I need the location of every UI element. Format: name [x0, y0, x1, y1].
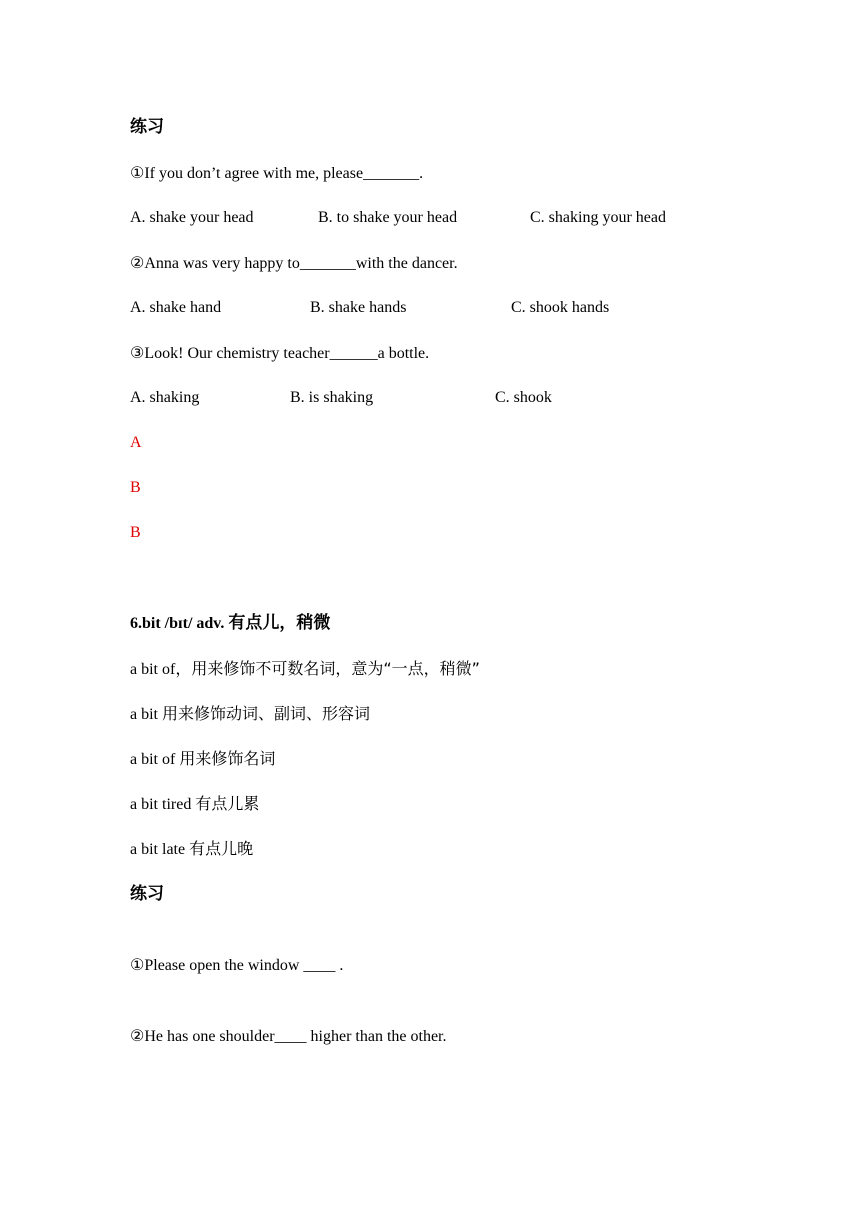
question-2-option-b: B. shake hands	[310, 299, 407, 316]
vocab-note-3	[130, 749, 275, 770]
vocab-title-cn: 有点儿，稍微	[228, 613, 331, 633]
section-heading-practice-2: 练习	[130, 884, 164, 904]
question-1-text: ①If you don’t agree with me, please_______.	[130, 165, 424, 182]
practice-2-question-1: ①Please open the window ____ .	[130, 957, 344, 974]
vocab-note-2	[130, 704, 370, 725]
section-heading-practice-1: 练习	[130, 117, 164, 137]
vocab-note-1-cn: 用来修饰不可数名词，意为“一点，稍微”	[191, 659, 480, 678]
answer-2: B	[130, 479, 141, 496]
question-2-text: ②Anna was very happy to_______with the dancer.	[130, 255, 458, 272]
vocab-note-4	[130, 794, 259, 815]
answer-1: A	[130, 434, 142, 451]
question-3-option-b: B. is shaking	[290, 389, 374, 406]
question-3-option-a: A. shaking	[130, 389, 200, 406]
vocab-note-1-en: a bit of，	[130, 661, 192, 678]
question-1-option-b: B. to shake your head	[318, 209, 458, 226]
vocab-title	[130, 613, 330, 634]
vocab-note-2-en: a bit	[130, 706, 162, 723]
vocab-note-4-en: a bit tired	[130, 796, 196, 813]
vocab-note-3-cn: 用来修饰名词	[179, 749, 276, 768]
vocab-note-4-cn: 有点儿累	[195, 794, 260, 813]
vocab-note-5	[130, 839, 253, 860]
question-3-option-c: C. shook	[495, 389, 552, 406]
vocab-note-5-cn: 有点儿晚	[189, 839, 254, 858]
vocab-note-5-en: a bit late	[130, 841, 190, 858]
question-2-option-c: C. shook hands	[511, 299, 610, 316]
question-1-option-c: C. shaking your head	[530, 209, 666, 226]
vocab-note-1	[130, 659, 480, 680]
question-3-text: ③Look! Our chemistry teacher______a bottle.	[130, 345, 430, 362]
question-2-option-a: A. shake hand	[130, 299, 222, 316]
vocab-title-en: 6.bit /bɪt/ adv.	[130, 615, 225, 632]
vocab-note-2-cn: 用来修饰动词、副词、形容词	[162, 704, 371, 723]
answer-3: B	[130, 524, 141, 541]
question-1-option-a: A. shake your head	[130, 209, 254, 226]
practice-2-question-2: ②He has one shoulder____ higher than the other.	[130, 1028, 447, 1045]
vocab-note-3-en: a bit of	[130, 751, 180, 768]
